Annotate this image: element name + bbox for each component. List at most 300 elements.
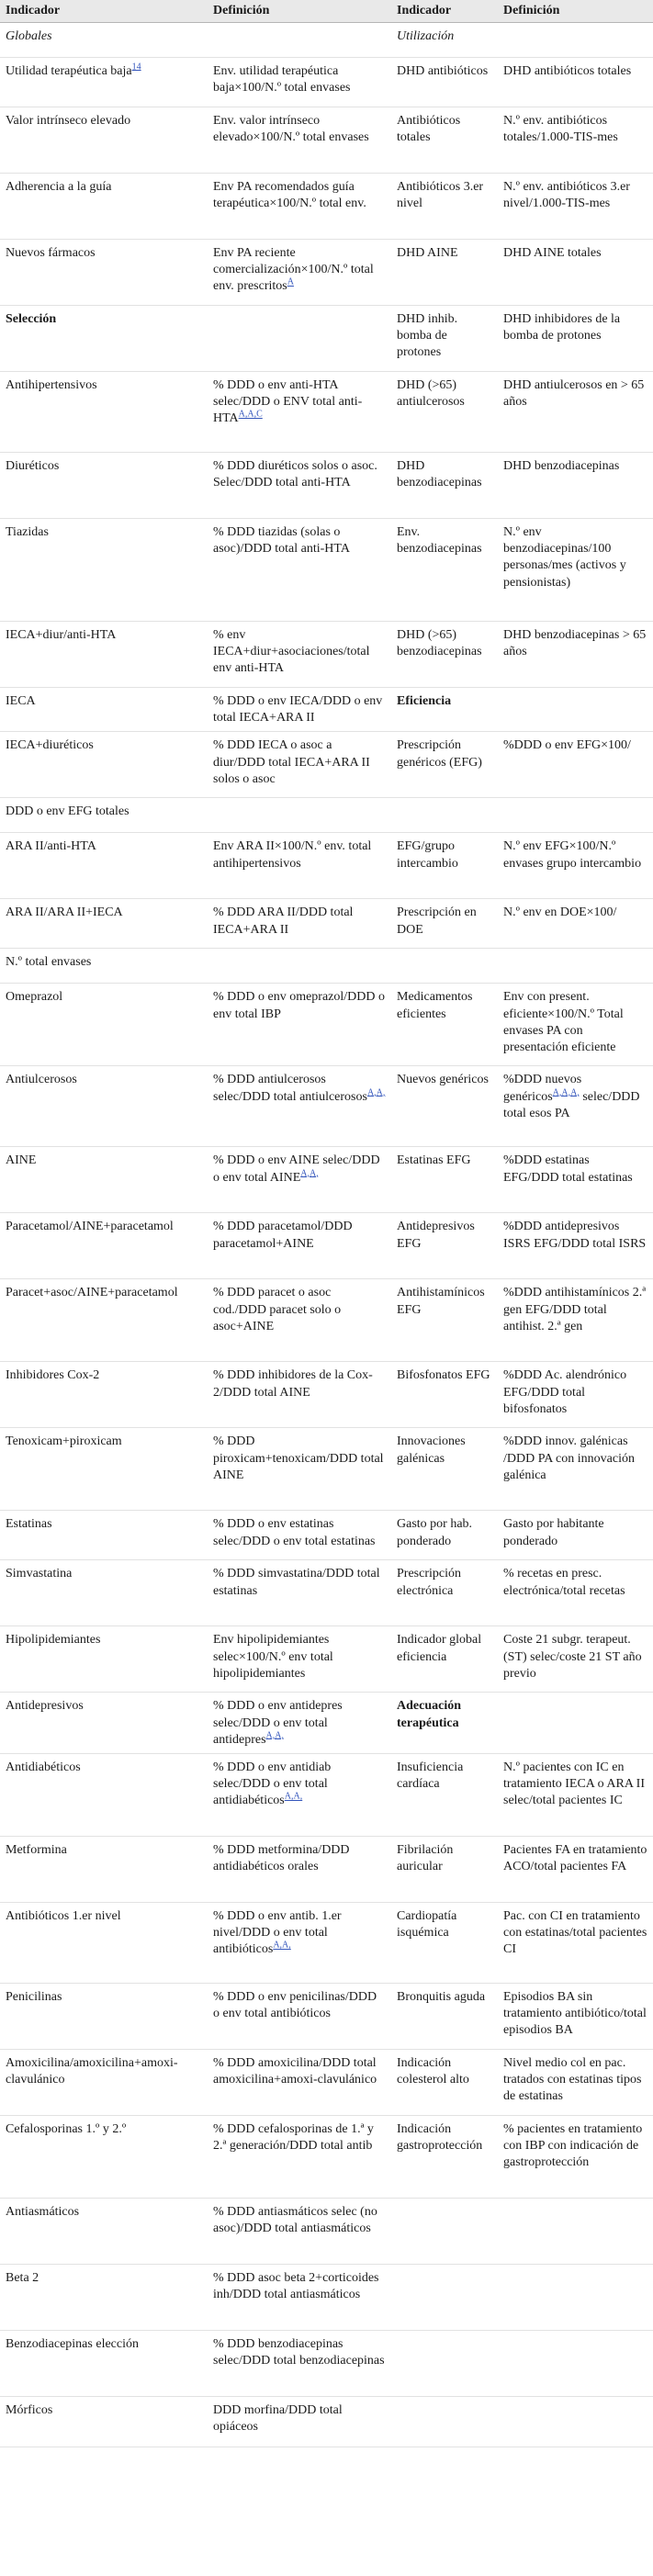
cell-text: Adecuación terapéutica xyxy=(397,1699,461,1730)
definition-cell xyxy=(498,1511,653,1560)
indicator-cell xyxy=(391,2198,498,2264)
indicator-cell xyxy=(0,798,208,833)
table-row xyxy=(0,2115,653,2198)
indicator-cell xyxy=(391,58,498,107)
table-row xyxy=(0,2330,653,2396)
cell-text: EFG/grupo intercambio xyxy=(397,839,458,871)
cell-text: Omeprazol xyxy=(6,990,63,1005)
cell-text: Indicador global eficiencia xyxy=(397,1633,482,1664)
indicator-cell xyxy=(0,1213,208,1279)
table-row xyxy=(0,2396,653,2447)
definition-cell xyxy=(208,519,391,622)
cell-text: Globales xyxy=(6,29,52,43)
indicator-cell xyxy=(391,1983,498,2049)
indicator-cell xyxy=(391,798,498,833)
indicator-cell xyxy=(0,949,208,984)
reference-link[interactable]: 14 xyxy=(131,62,141,73)
cell-text: % DDD paracet o asoc cod./DDD paracet solo o asoc+AINE xyxy=(213,1286,342,1333)
cell-text: N.º env. antibióticos 3.er nivel/1.000-TIS-mes xyxy=(503,180,630,211)
table-row xyxy=(0,1626,653,1693)
indicator-cell xyxy=(391,1511,498,1560)
cell-text: Prescripción en DOE xyxy=(397,906,477,937)
cell-text-tail: selec/DDD total esos PA xyxy=(503,1089,640,1120)
cell-text: ARA II/ARA II+IECA xyxy=(6,906,123,920)
cell-text: %DDD nuevos genéricos xyxy=(503,1073,582,1104)
definition-cell xyxy=(208,2049,391,2115)
cell-text: % DDD o env estatinas selec/DDD o env total estatinas xyxy=(213,1517,376,1548)
definition-cell xyxy=(498,1147,653,1213)
cell-text: % DDD cefalosporinas de 1.ª y 2.ª generación/DDD total antib xyxy=(213,2121,374,2154)
header-definicion-1: Definición xyxy=(208,0,391,23)
definition-cell xyxy=(208,1626,391,1693)
indicator-cell xyxy=(391,1560,498,1626)
cell-text: % DDD tiazidas (solas o asoc)/DDD total anti-HTA xyxy=(213,525,350,557)
table-row xyxy=(0,1362,653,1428)
cell-text: Env hipolipidemiantes selec×100/N.º env total hipolipidemiantes xyxy=(213,1633,333,1681)
indicator-cell xyxy=(391,1693,498,1754)
definition-cell xyxy=(498,1693,653,1754)
reference-link[interactable]: A,A, xyxy=(366,1086,386,1097)
indicator-cell xyxy=(391,1213,498,1279)
cell-text: % DDD o env AINE selec/DDD o env total AINE xyxy=(213,1153,380,1185)
definition-cell xyxy=(208,306,391,372)
cell-text: % DDD antiasmáticos selec (no asoc)/DDD total antiasmáticos xyxy=(213,2204,377,2236)
cell-text: % DDD o env antib. 1.er nivel/DDD o env total antibióticos xyxy=(213,1908,342,1957)
definition-cell xyxy=(498,984,653,1066)
cell-text: Utilidad terapéutica baja xyxy=(6,64,132,78)
cell-text: Prescripción electrónica xyxy=(397,1567,461,1598)
indicator-cell xyxy=(391,2264,498,2330)
cell-text: DHD antibióticos xyxy=(397,64,489,78)
indicator-cell xyxy=(0,306,208,372)
cell-text: %DDD estatinas EFG/DDD total estatinas xyxy=(503,1153,633,1185)
cell-text: Paracet+asoc/AINE+paracetamol xyxy=(6,1286,178,1300)
cell-text: Antihipertensivos xyxy=(6,378,97,392)
cell-text: AINE xyxy=(6,1153,37,1168)
cell-text: Env PA recomendados guía terapéutica×100/N.º total env. xyxy=(213,180,366,211)
table-row xyxy=(0,23,653,58)
cell-text: Antidepresivos EFG xyxy=(397,1220,475,1251)
indicator-cell xyxy=(0,1066,208,1147)
cell-text: % DDD asoc beta 2+corticoides inh/DDD total antiasmáticos xyxy=(213,2270,379,2302)
reference-link[interactable]: A,A, xyxy=(284,1791,303,1802)
definition-cell xyxy=(498,1213,653,1279)
definition-cell xyxy=(498,732,653,798)
table-row xyxy=(0,2198,653,2264)
definition-cell xyxy=(208,107,391,174)
cell-text: Estatinas EFG xyxy=(397,1153,471,1168)
cell-text: Diuréticos xyxy=(6,459,60,473)
cell-text: % DDD o env IECA/DDD o env total IECA+ARA II xyxy=(213,694,383,726)
indicator-cell xyxy=(391,622,498,688)
indicator-cell xyxy=(0,899,208,949)
cell-text: Mórficos xyxy=(6,2402,53,2417)
definition-cell xyxy=(498,1560,653,1626)
definition-cell xyxy=(498,2115,653,2198)
cell-text: Antihistamínicos EFG xyxy=(397,1286,485,1317)
indicator-cell xyxy=(391,2330,498,2396)
cell-text: % DDD ARA II/DDD total IECA+ARA II xyxy=(213,906,354,937)
cell-text: DHD benzodiacepinas > 65 años xyxy=(503,628,647,659)
indicator-cell xyxy=(391,1279,498,1362)
definition-cell xyxy=(208,949,391,984)
indicator-cell xyxy=(391,1066,498,1147)
indicator-cell xyxy=(0,833,208,899)
cell-text: Indicación colesterol alto xyxy=(397,2055,469,2087)
cell-text: % recetas en presc. electrónica/total recetas xyxy=(503,1567,625,1598)
cell-text: % DDD metformina/DDD antidiabéticos orales xyxy=(213,1842,350,1874)
indicator-cell xyxy=(391,2396,498,2447)
indicator-cell xyxy=(391,1753,498,1836)
table-row xyxy=(0,2264,653,2330)
cell-text: Bifosfonatos EFG xyxy=(397,1368,490,1383)
cell-text: DHD inhib. bomba de protones xyxy=(397,312,458,360)
indicator-cell xyxy=(0,2198,208,2264)
indicator-cell xyxy=(0,453,208,519)
indicator-cell xyxy=(391,688,498,732)
definition-cell xyxy=(498,949,653,984)
indicator-cell xyxy=(391,949,498,984)
definition-cell xyxy=(208,1836,391,1902)
cell-text: Simvastatina xyxy=(6,1567,73,1581)
indicator-cell xyxy=(391,453,498,519)
cell-text: Inhibidores Cox-2 xyxy=(6,1368,100,1383)
cell-text: Benzodiacepinas elección xyxy=(6,2336,139,2351)
definition-cell xyxy=(498,23,653,58)
cell-text: N.º total envases xyxy=(6,955,92,970)
table-row xyxy=(0,1693,653,1754)
definition-cell xyxy=(208,2264,391,2330)
cell-text: Coste 21 subgr. terapeut. (ST) selec/coste 21 ST año previo xyxy=(503,1633,642,1681)
table-row xyxy=(0,519,653,622)
definition-cell xyxy=(498,453,653,519)
header-row xyxy=(0,0,653,23)
header-indicador-1: Indicador xyxy=(0,0,208,23)
definition-cell xyxy=(208,372,391,453)
cell-text: DHD (>65) antiulcerosos xyxy=(397,378,465,410)
table-row xyxy=(0,688,653,732)
indicator-cell xyxy=(0,1693,208,1754)
indicator-cell xyxy=(0,240,208,306)
definition-cell xyxy=(498,519,653,622)
table-row xyxy=(0,1511,653,1560)
definition-cell xyxy=(208,833,391,899)
cell-text: % DDD piroxicam+tenoxicam/DDD total AINE xyxy=(213,1434,384,1482)
indicator-cell xyxy=(0,688,208,732)
cell-text: Env con present. eficiente×100/N.º Total envases PA con presentación eficiente xyxy=(503,990,624,1054)
indicator-cell xyxy=(0,1560,208,1626)
cell-text: Innovaciones galénicas xyxy=(397,1434,466,1466)
indicator-cell xyxy=(0,984,208,1066)
cell-text: Amoxicilina/amoxicilina+amoxi-clavulánico xyxy=(6,2055,178,2087)
definition-cell xyxy=(498,1066,653,1147)
definition-cell xyxy=(208,1362,391,1428)
cell-text: DDD o env EFG totales xyxy=(6,804,129,819)
cell-text: Nuevos genéricos xyxy=(397,1073,489,1087)
cell-text: % DDD o env antidepres selec/DDD o env total antidepres xyxy=(213,1699,343,1747)
indicator-cell xyxy=(0,1279,208,1362)
indicator-cell xyxy=(0,2396,208,2447)
table-row xyxy=(0,1213,653,1279)
definition-cell xyxy=(498,1983,653,2049)
definition-cell xyxy=(498,1836,653,1902)
definition-cell xyxy=(208,899,391,949)
definition-cell xyxy=(208,1560,391,1626)
cell-text: Metformina xyxy=(6,1842,67,1857)
definition-cell xyxy=(498,2198,653,2264)
header-indicador-2: Indicador xyxy=(391,0,498,23)
cell-text: Estatinas xyxy=(6,1517,52,1532)
definition-cell xyxy=(208,1147,391,1213)
cell-text: DDD morfina/DDD total opiáceos xyxy=(213,2402,343,2435)
definition-cell xyxy=(208,1902,391,1983)
table-row xyxy=(0,107,653,174)
cell-text: Antibióticos totales xyxy=(397,114,461,145)
cell-text: Adherencia a la guía xyxy=(6,180,112,194)
cell-text: Utilización xyxy=(397,29,455,43)
cell-text: Antibióticos 1.er nivel xyxy=(6,1908,121,1923)
definition-cell xyxy=(498,798,653,833)
definition-cell xyxy=(208,622,391,688)
indicator-cell xyxy=(0,1836,208,1902)
indicator-cell xyxy=(0,1626,208,1693)
definition-cell xyxy=(498,2396,653,2447)
definition-cell xyxy=(498,833,653,899)
table-row xyxy=(0,949,653,984)
indicator-cell xyxy=(0,23,208,58)
indicator-cell xyxy=(391,107,498,174)
table-row xyxy=(0,622,653,688)
indicator-cell xyxy=(0,58,208,107)
cell-text: Env. utilidad terapéutica baja×100/N.º total envases xyxy=(213,64,351,96)
cell-text: % DDD paracetamol/DDD paracetamol+AINE xyxy=(213,1220,353,1251)
cell-text: %DDD Ac. alendrónico EFG/DDD total bifosfonatos xyxy=(503,1368,627,1416)
indicator-cell xyxy=(0,1428,208,1511)
cell-text: Insuficiencia cardíaca xyxy=(397,1760,464,1792)
indicator-cell xyxy=(391,1836,498,1902)
indicator-cell xyxy=(0,1983,208,2049)
definition-cell xyxy=(498,1279,653,1362)
table-row xyxy=(0,58,653,107)
cell-text: DHD benzodiacepinas xyxy=(397,459,482,490)
definition-cell xyxy=(208,1213,391,1279)
cell-text: Bronquitis aguda xyxy=(397,1989,486,2004)
indicator-cell xyxy=(391,519,498,622)
cell-text: DHD antibióticos totales xyxy=(503,64,632,78)
indicator-cell xyxy=(0,1902,208,1983)
table-body xyxy=(0,23,653,2447)
table-row xyxy=(0,1983,653,2049)
cell-text: % DDD diuréticos solos o asoc. Selec/DDD total anti-HTA xyxy=(213,459,377,490)
definition-cell xyxy=(208,2198,391,2264)
cell-text: %DDD antihistamínicos 2.ª gen EFG/DDD total antihist. 2.ª gen xyxy=(503,1286,647,1333)
definition-cell xyxy=(208,1693,391,1754)
indicator-cell xyxy=(391,833,498,899)
cell-text: Env. valor intrínseco elevado×100/N.º total envases xyxy=(213,114,369,145)
cell-text: DHD (>65) benzodiacepinas xyxy=(397,628,482,659)
cell-text: % DDD simvastatina/DDD total estatinas xyxy=(213,1567,380,1598)
definition-cell xyxy=(208,453,391,519)
indicator-cell xyxy=(0,1147,208,1213)
reference-link[interactable]: A xyxy=(287,276,294,287)
cell-text: Env PA reciente comercialización×100/N.º total env. prescritos xyxy=(213,246,374,294)
table-row xyxy=(0,899,653,949)
cell-text: Env. benzodiacepinas xyxy=(397,525,482,557)
table-row xyxy=(0,306,653,372)
cell-text: % DDD amoxicilina/DDD total amoxicilina+amoxi-clavulánico xyxy=(213,2055,377,2087)
reference-link[interactable]: A,A, xyxy=(273,1940,291,1951)
cell-text: Selección xyxy=(6,312,57,326)
cell-text: IECA+diur/anti-HTA xyxy=(6,628,117,642)
cell-text: N.º env benzodiacepinas/100 personas/mes (activos y pensionistas) xyxy=(503,525,626,590)
cell-text: Hipolipidemiantes xyxy=(6,1633,101,1648)
cell-text: Valor intrínseco elevado xyxy=(6,114,131,128)
table-row xyxy=(0,1066,653,1147)
indicator-cell xyxy=(391,23,498,58)
cell-text: Antidepresivos xyxy=(6,1699,84,1714)
definition-cell xyxy=(208,732,391,798)
cell-text: ARA II/anti-HTA xyxy=(6,839,96,854)
table-row xyxy=(0,1902,653,1983)
table-row xyxy=(0,984,653,1066)
indicator-cell xyxy=(0,1362,208,1428)
cell-text: Paracetamol/AINE+paracetamol xyxy=(6,1220,174,1234)
cell-text: DHD AINE totales xyxy=(503,246,602,260)
indicator-cell xyxy=(391,1902,498,1983)
definition-cell xyxy=(498,1362,653,1428)
table-row xyxy=(0,240,653,306)
definition-cell xyxy=(208,2396,391,2447)
table-row xyxy=(0,1836,653,1902)
cell-text: Eficiencia xyxy=(397,694,452,708)
definition-cell xyxy=(208,798,391,833)
indicator-cell xyxy=(391,306,498,372)
definition-cell xyxy=(208,1511,391,1560)
definition-cell xyxy=(208,23,391,58)
table-row xyxy=(0,798,653,833)
indicator-cell xyxy=(391,372,498,453)
indicator-cell xyxy=(391,174,498,240)
cell-text: % DDD o env omeprazol/DDD o env total IBP xyxy=(213,990,386,1021)
cell-text: Antiasmáticos xyxy=(6,2204,80,2219)
cell-text: Nivel medio col en pac. tratados con estatinas tipos de estatinas xyxy=(503,2055,642,2104)
cell-text: %DDD o env EFG×100/ xyxy=(503,738,631,753)
table-row xyxy=(0,174,653,240)
indicator-cell xyxy=(0,732,208,798)
definition-cell xyxy=(208,58,391,107)
definition-cell xyxy=(208,1428,391,1511)
cell-text: %DDD antidepresivos ISRS EFG/DDD total ISRS xyxy=(503,1220,647,1251)
definition-cell xyxy=(208,688,391,732)
definition-cell xyxy=(498,688,653,732)
reference-link[interactable]: A,A, xyxy=(265,1730,284,1741)
definition-cell xyxy=(208,240,391,306)
table-row xyxy=(0,1147,653,1213)
cell-text: Cardiopatía isquémica xyxy=(397,1908,457,1940)
cell-text: DHD benzodiacepinas xyxy=(503,459,620,473)
cell-text: Nuevos fármacos xyxy=(6,246,96,260)
definition-cell xyxy=(498,1753,653,1836)
definition-cell xyxy=(208,2115,391,2198)
cell-text: Prescripción genéricos (EFG) xyxy=(397,738,482,770)
cell-text: % DDD o env penicilinas/DDD o env total antibióticos xyxy=(213,1989,377,2021)
cell-text: DHD antiulcerosos en > 65 años xyxy=(503,378,645,410)
indicator-cell xyxy=(391,1362,498,1428)
table-row xyxy=(0,372,653,453)
reference-link[interactable]: A,A, xyxy=(300,1167,319,1178)
table-row xyxy=(0,1560,653,1626)
definition-cell xyxy=(208,1066,391,1147)
definition-cell xyxy=(208,1753,391,1836)
cell-text: Antidiabéticos xyxy=(6,1760,81,1774)
table-row xyxy=(0,833,653,899)
definition-cell xyxy=(498,240,653,306)
indicator-cell xyxy=(391,2049,498,2115)
definition-cell xyxy=(208,174,391,240)
cell-text: IECA+diuréticos xyxy=(6,738,94,753)
cell-text: % DDD IECA o asoc a diur/DDD total IECA+ARA II solos o asoc xyxy=(213,738,370,786)
cell-text: Fibrilación auricular xyxy=(397,1842,454,1874)
definition-cell xyxy=(498,1626,653,1693)
indicator-cell xyxy=(391,899,498,949)
indicator-cell xyxy=(0,622,208,688)
definition-cell xyxy=(498,2049,653,2115)
table-row xyxy=(0,1279,653,1362)
cell-text: Cefalosporinas 1.º y 2.º xyxy=(6,2121,127,2136)
indicator-cell xyxy=(0,2264,208,2330)
table-row xyxy=(0,732,653,798)
cell-text: N.º env EFG×100/N.º envases grupo intercambio xyxy=(503,839,642,871)
cell-text: N.º env en DOE×100/ xyxy=(503,906,617,920)
cell-text: Penicilinas xyxy=(6,1989,62,2004)
definition-cell xyxy=(498,107,653,174)
cell-text: % DDD o env anti-HTA selec/DDD o ENV total anti-HTA xyxy=(213,378,363,426)
cell-text: Env ARA II×100/N.º env. total antihipertensivos xyxy=(213,839,372,871)
cell-text: N.º env. antibióticos totales/1.000-TIS-mes xyxy=(503,114,618,145)
definition-cell xyxy=(498,622,653,688)
definition-cell xyxy=(208,1279,391,1362)
definition-cell xyxy=(498,2330,653,2396)
cell-text: Antibióticos 3.er nivel xyxy=(397,180,484,211)
definition-cell xyxy=(498,899,653,949)
indicator-cell xyxy=(0,2049,208,2115)
cell-text: DHD inhibidores de la bomba de protones xyxy=(503,312,621,343)
cell-text: Antiulcerosos xyxy=(6,1073,77,1087)
cell-text: Medicamentos eficientes xyxy=(397,990,473,1021)
definition-cell xyxy=(208,984,391,1066)
reference-link[interactable]: A,A,A, xyxy=(552,1086,580,1097)
reference-link[interactable]: A,A,C xyxy=(238,409,263,420)
table-row xyxy=(0,1753,653,1836)
indicator-cell xyxy=(391,1626,498,1693)
cell-text: % DDD antiulcerosos selec/DDD total antiulcerosos xyxy=(213,1073,367,1104)
indicator-cell xyxy=(0,372,208,453)
indicator-cell xyxy=(0,2330,208,2396)
cell-text: % pacientes en tratamiento con IBP con indicación de gastroprotección xyxy=(503,2121,643,2170)
definition-cell xyxy=(498,372,653,453)
cell-text: % env IECA+diur+asociaciones/total env anti-HTA xyxy=(213,628,370,676)
cell-text: % DDD inhibidores de la Cox-2/DDD total AINE xyxy=(213,1368,373,1400)
cell-text: Pacientes FA en tratamiento ACO/total pacientes FA xyxy=(503,1842,647,1874)
cell-text: N.º pacientes con IC en tratamiento IECA o ARA II selec/total pacientes IC xyxy=(503,1760,645,1808)
definition-cell xyxy=(208,1983,391,2049)
indicator-cell xyxy=(391,2115,498,2198)
cell-text: Gasto por habitante ponderado xyxy=(503,1517,604,1548)
cell-text: Episodios BA sin tratamiento antibiótico/total episodios BA xyxy=(503,1989,647,2038)
table-row xyxy=(0,453,653,519)
cell-text: Gasto por hab. ponderado xyxy=(397,1517,473,1548)
definition-cell xyxy=(498,58,653,107)
